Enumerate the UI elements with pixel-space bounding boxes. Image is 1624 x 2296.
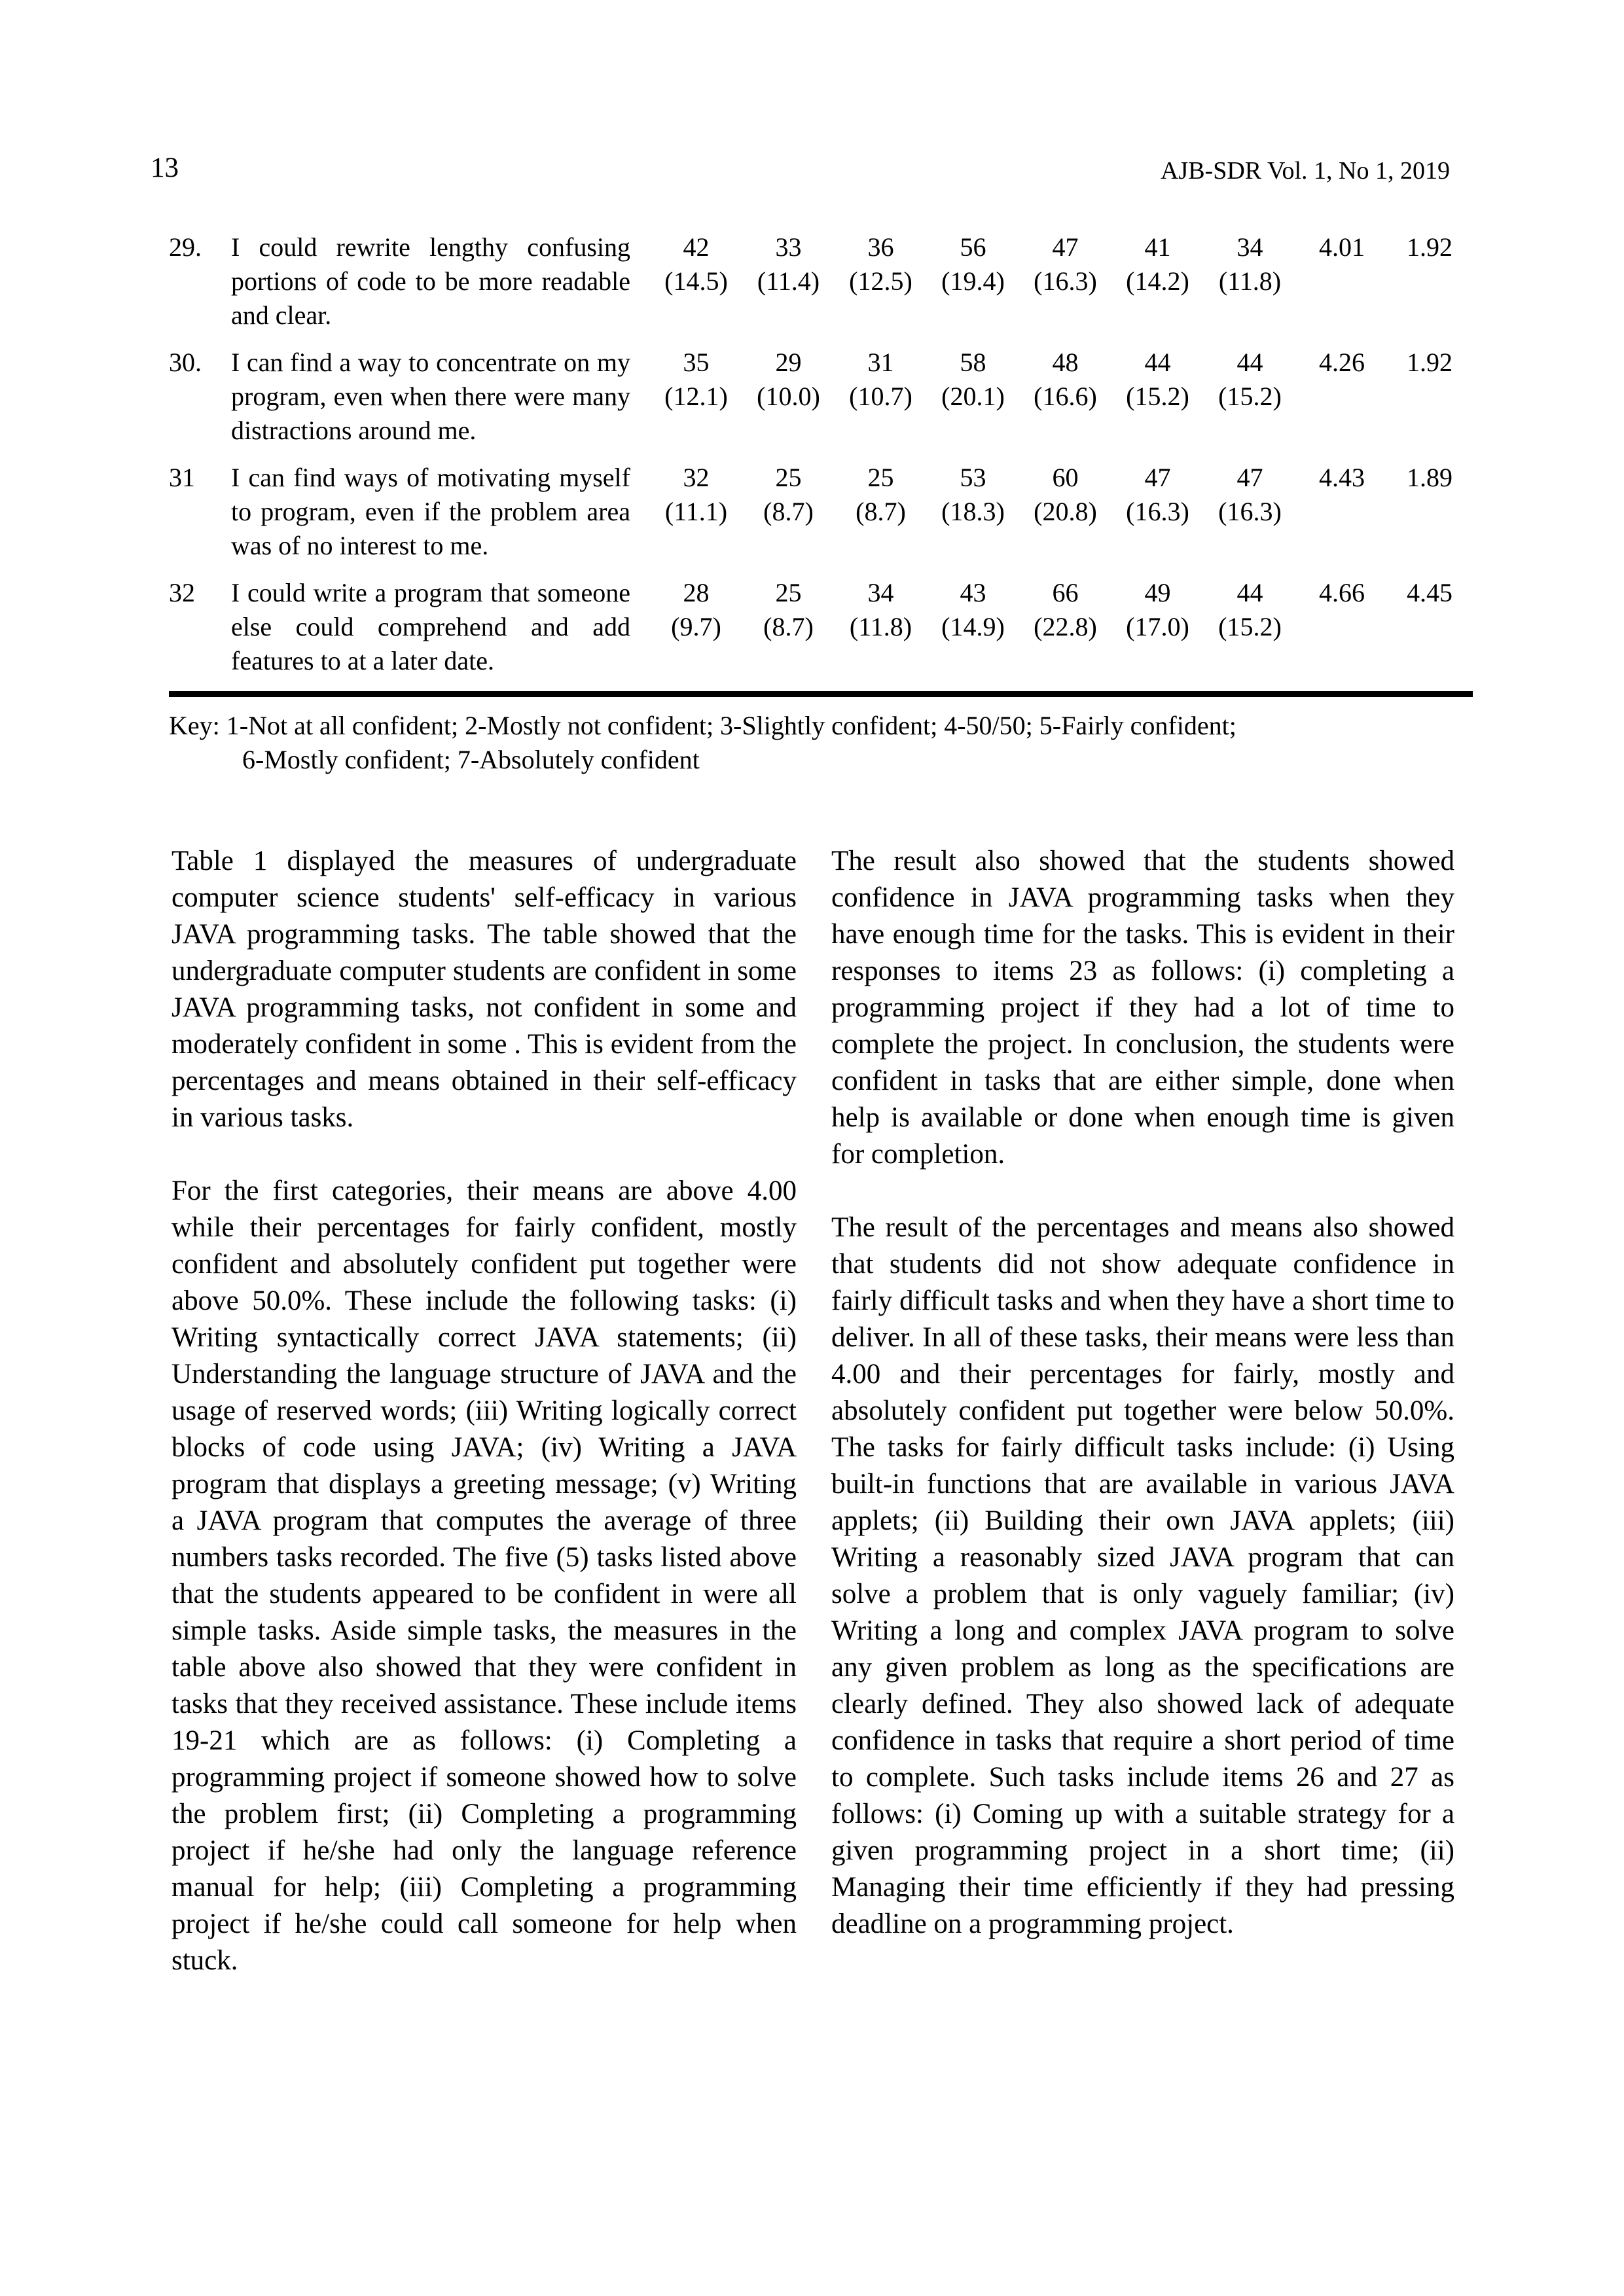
freq-cell xyxy=(927,346,1019,448)
freq-count: 32 xyxy=(683,463,710,492)
freq-cell xyxy=(927,461,1019,563)
freq-cell xyxy=(927,230,1019,332)
freq-percent: (19.4) xyxy=(941,266,1005,296)
freq-count: 66 xyxy=(1052,578,1079,607)
freq-percent: (8.7) xyxy=(763,497,814,526)
freq-count: 60 xyxy=(1052,463,1079,492)
freq-count: 34 xyxy=(1236,232,1263,262)
freq-cell xyxy=(1019,576,1111,678)
freq-percent: (15.2) xyxy=(1218,612,1282,641)
freq-percent: (20.1) xyxy=(941,382,1005,411)
freq-cell xyxy=(742,461,835,563)
freq-percent: (14.5) xyxy=(664,266,728,296)
mean-value: 4.01 xyxy=(1319,232,1365,262)
key-line-1: Key: 1-Not at all confident; 2-Mostly not confident; 3-Slightly confident; 4-50/50; 5-Fairly confident; xyxy=(169,711,1236,740)
freq-cell xyxy=(835,346,927,448)
freq-count: 42 xyxy=(683,232,710,262)
freq-count: 41 xyxy=(1144,232,1171,262)
paragraph: The result also showed that the students showed confidence in JAVA programming tasks when they have enough time for the tasks. This is evident in their responses to items 23 as follows: (i) completing a programming project if they had a lot of time to complete the project. In conclusion, the students were confident in tasks that are either simple, done when help is available or done when enough time is given for completion. xyxy=(831,846,1454,1170)
key-line-2: 6-Mostly confident; 7-Absolutely confident xyxy=(242,745,700,774)
freq-cell xyxy=(1111,461,1204,563)
freq-percent: (14.2) xyxy=(1126,266,1189,296)
freq-count: 25 xyxy=(775,463,802,492)
mean-value: 4.26 xyxy=(1319,348,1365,377)
sd-value: 4.45 xyxy=(1407,578,1453,607)
freq-percent: (16.6) xyxy=(1034,382,1097,411)
item-number: 29. xyxy=(169,232,202,262)
freq-count: 48 xyxy=(1052,348,1079,377)
freq-count: 25 xyxy=(775,578,802,607)
freq-percent: (11.8) xyxy=(849,612,912,641)
freq-count: 53 xyxy=(960,463,986,492)
journal-header: AJB-SDR Vol. 1, No 1, 2019 xyxy=(1160,157,1450,185)
freq-count: 35 xyxy=(683,348,710,377)
freq-cell xyxy=(927,576,1019,678)
page-number: 13 xyxy=(151,152,179,183)
freq-percent: (16.3) xyxy=(1218,497,1282,526)
freq-count: 25 xyxy=(867,463,894,492)
freq-cell xyxy=(650,576,742,678)
freq-cell xyxy=(1204,346,1296,448)
freq-percent: (10.7) xyxy=(849,382,912,411)
freq-count: 44 xyxy=(1236,578,1263,607)
body-column-left xyxy=(171,843,797,2016)
mean-value: 4.43 xyxy=(1319,463,1365,492)
freq-cell xyxy=(1111,346,1204,448)
item-statement: I could rewrite lengthy confusing portions of code to be more readable and clear. xyxy=(231,232,630,330)
freq-cell xyxy=(1204,461,1296,563)
freq-percent: (11.4) xyxy=(757,266,820,296)
freq-cell xyxy=(1111,230,1204,332)
freq-cell xyxy=(1019,461,1111,563)
freq-percent: (20.8) xyxy=(1034,497,1097,526)
freq-percent: (11.1) xyxy=(664,497,728,526)
freq-cell xyxy=(650,230,742,332)
table-bottom-rule xyxy=(169,691,1473,697)
freq-cell xyxy=(835,576,927,678)
freq-percent: (15.2) xyxy=(1126,382,1189,411)
freq-cell xyxy=(742,346,835,448)
freq-count: 33 xyxy=(775,232,802,262)
freq-count: 47 xyxy=(1144,463,1171,492)
freq-percent: (8.7) xyxy=(856,497,906,526)
freq-count: 29 xyxy=(775,348,802,377)
freq-cell xyxy=(650,461,742,563)
table-row xyxy=(169,461,1473,563)
freq-percent: (10.0) xyxy=(757,382,820,411)
sd-value: 1.92 xyxy=(1407,232,1453,262)
freq-percent: (22.8) xyxy=(1034,612,1097,641)
freq-count: 44 xyxy=(1236,348,1263,377)
freq-cell xyxy=(835,230,927,332)
freq-cell xyxy=(1204,230,1296,332)
freq-percent: (15.2) xyxy=(1218,382,1282,411)
freq-count: 28 xyxy=(683,578,710,607)
table-row xyxy=(169,230,1473,332)
paragraph: Table 1 displayed the measures of undergraduate computer science students' self-efficacy in various JAVA programming tasks. The table showed that the undergraduate computer students are confident in some JAVA programming tasks, not confident in some and moderately confident in some . This is evident from the percentages and means obtained in their self-efficacy in various tasks. xyxy=(171,846,797,1133)
freq-cell xyxy=(835,461,927,563)
freq-cell xyxy=(742,230,835,332)
freq-count: 47 xyxy=(1052,232,1079,262)
freq-count: 36 xyxy=(867,232,894,262)
item-statement: I could write a program that someone else could comprehend and add features to at a later date. xyxy=(231,578,630,675)
freq-percent: (9.7) xyxy=(671,612,721,641)
freq-cell xyxy=(1019,346,1111,448)
freq-count: 58 xyxy=(960,348,986,377)
freq-cell xyxy=(1204,576,1296,678)
freq-count: 34 xyxy=(867,578,894,607)
body-column-right xyxy=(831,843,1454,1979)
item-number: 30. xyxy=(169,348,202,377)
sd-value: 1.89 xyxy=(1407,463,1453,492)
freq-percent: (16.3) xyxy=(1126,497,1189,526)
table-key xyxy=(169,709,1473,777)
item-number: 31 xyxy=(169,463,195,492)
freq-count: 56 xyxy=(960,232,986,262)
freq-percent: (18.3) xyxy=(941,497,1005,526)
freq-cell xyxy=(1111,576,1204,678)
freq-percent: (16.3) xyxy=(1034,266,1097,296)
freq-count: 49 xyxy=(1144,578,1171,607)
freq-percent: (12.5) xyxy=(849,266,912,296)
freq-count: 31 xyxy=(867,348,894,377)
mean-value: 4.66 xyxy=(1319,578,1365,607)
sd-value: 1.92 xyxy=(1407,348,1453,377)
item-statement: I can find ways of motivating myself to program, even if the problem area was of no interest to me. xyxy=(231,463,630,560)
freq-cell xyxy=(1019,230,1111,332)
freq-count: 43 xyxy=(960,578,986,607)
freq-percent: (14.9) xyxy=(941,612,1005,641)
freq-cell xyxy=(742,576,835,678)
freq-percent: (11.8) xyxy=(1218,266,1282,296)
freq-percent: (8.7) xyxy=(763,612,814,641)
paragraph: For the first categories, their means are above 4.00 while their percentages for fairly confident, mostly confident and absolutely confident put together were above 50.0%. These include the following tasks: (i) Writing syntactically correct JAVA statements; (ii) Understanding the language structure of JAVA and the usage of reserved words; (iii) Writing logically correct blocks of code using JAVA; (iv) Writing a JAVA program that displays a greeting message; (v) Writing a JAVA program that computes the average of three numbers tasks recorded. The five (5) tasks listed above that the students appeared to be confident in were all simple tasks. Aside simple tasks, the measures in the table above also showed that they were confident in tasks that they received assistance. These include items 19-21 which are as follows: (i) Completing a programming project if someone showed how to solve the problem first; (ii) Completing a programming project if he/she had only the language reference manual for help; (iii) Completing a programming project if he/she could call someone for help when stuck. xyxy=(171,1175,797,1976)
freq-count: 47 xyxy=(1236,463,1263,492)
freq-percent: (12.1) xyxy=(664,382,728,411)
freq-percent: (17.0) xyxy=(1126,612,1189,641)
item-statement: I can find a way to concentrate on my program, even when there were many distractions around me. xyxy=(231,348,630,445)
self-efficacy-table xyxy=(169,230,1473,777)
freq-cell xyxy=(650,346,742,448)
paragraph: The result of the percentages and means also showed that students did not show adequate confidence in fairly difficult tasks and when they have a short time to deliver. In all of these tasks, their means were less than 4.00 and their percentages for fairly, mostly and absolutely confident put together were below 50.0%. The tasks for fairly difficult tasks include: (i) Using built-in functions that are available in various JAVA applets; (ii) Building their own JAVA applets; (iii) Writing a reasonably sized JAVA program that can solve a problem that is only vaguely familiar; (iv) Writing a long and complex JAVA program to solve any given problem as long as the specifications are clearly defined. They also showed lack of adequate confidence in tasks that require a short period of time to complete. Such tasks include items 26 and 27 as follows: (i) Coming up with a suitable strategy for a given programming project in a short time; (ii) Managing their time efficiently if they had pressing deadline on a programming project. xyxy=(831,1212,1454,1939)
freq-count: 44 xyxy=(1144,348,1171,377)
table-row xyxy=(169,576,1473,678)
table-row xyxy=(169,346,1473,448)
item-number: 32 xyxy=(169,578,195,607)
